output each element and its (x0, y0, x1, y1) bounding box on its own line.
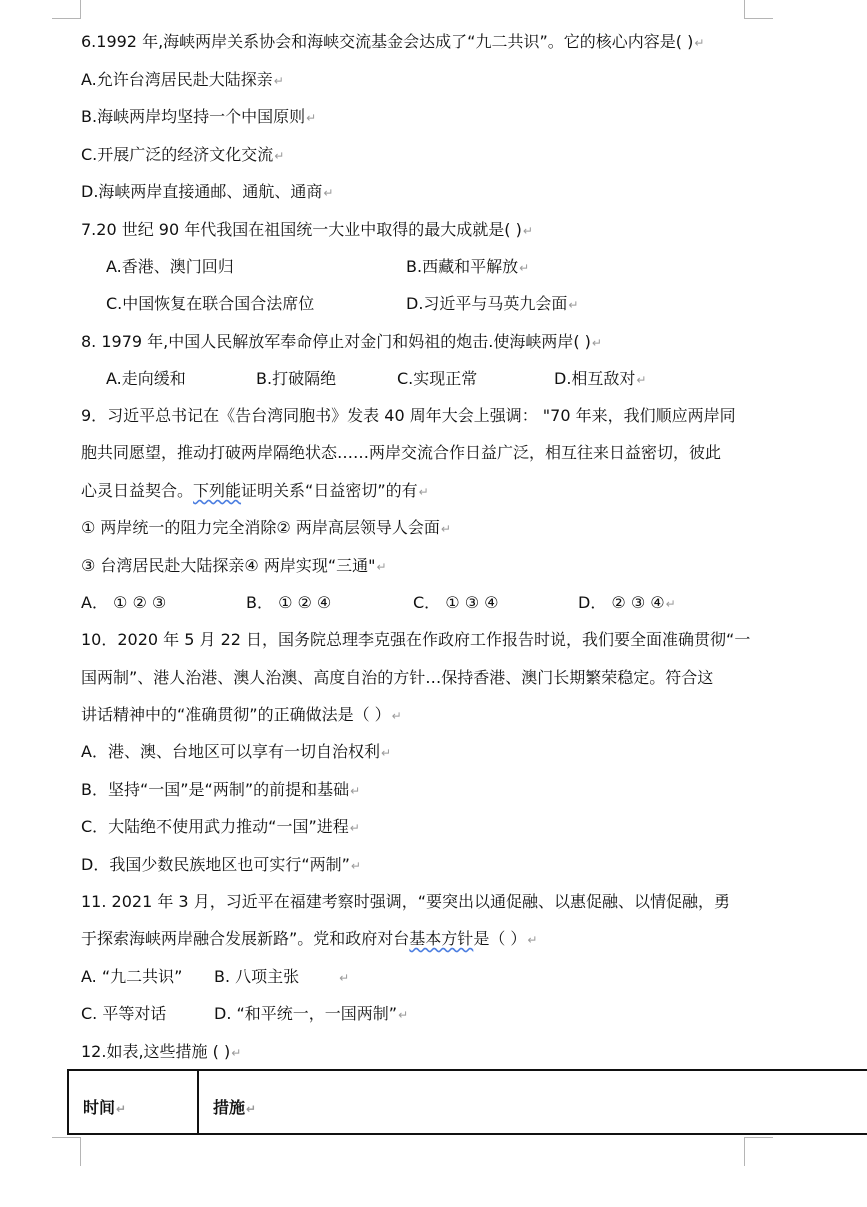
question-10-stem-line-3: 讲话精神中的“准确贯彻”的正确做法是（ ）↵ (81, 705, 402, 724)
question-9-option-a: A． ① ② ③ (81, 593, 167, 612)
question-11-stem-line-1: 11. 2021 年 3 月，习近平在福建考察时强调，“要突出以通促融、以惠促融、以情促融，勇 (81, 892, 730, 911)
question-11-option-a: A. “九二共识” (81, 967, 183, 986)
question-10-stem-line-2: 国两制”、港人治港、澳人治澳、高度自治的方针…保持香港、澳门长期繁荣稳定。符合这 (81, 668, 714, 687)
question-11-stem-line-2: 于探索海峡两岸融合发展新路”。党和政府对台基本方针是（ ）↵ (81, 929, 538, 948)
question-11-option-c: C. 平等对话 (81, 1004, 167, 1023)
question-6-option-b: B.海峡两岸均坚持一个中国原则↵ (81, 107, 317, 126)
question-6-option-c: C.开展广泛的经济文化交流↵ (81, 145, 285, 164)
table-header-measures: 措施↵ (213, 1098, 257, 1117)
question-8-option-a: A.走向缓和 (106, 369, 186, 388)
question-11-option-b: B. 八项主张 ↵ (214, 967, 350, 986)
question-9-option-d: D． ② ③ ④↵ (578, 593, 676, 612)
question-8-stem: 8. 1979 年,中国人民解放军奉命停止对金门和妈祖的炮击.使海峡两岸( )↵ (81, 332, 602, 351)
question-10-stem-line-1: 10．2020 年 5 月 22 日，国务院总理李克强在作政府工作报告时说，我们要全面准确贯彻“一 (81, 630, 751, 649)
question-7-option-d: D.习近平与马英九会面↵ (406, 294, 579, 313)
question-12-stem: 12.如表,这些措施 ( )↵ (81, 1042, 242, 1061)
page-corner-mark-bottom-left (52, 1137, 81, 1166)
page-corner-mark-top-right (744, 0, 773, 19)
question-6-option-d: D.海峡两岸直接通邮、通航、通商↵ (81, 182, 334, 201)
measures-table (67, 1069, 867, 1135)
question-9-stem-line-1: 9．习近平总书记在《告台湾同胞书》发表 40 周年大会上强调： "70 年来，我们顺应两岸同 (81, 406, 736, 425)
question-9-stem-line-3: 心灵日益契合。下列能证明关系“日益密切”的有↵ (81, 481, 429, 500)
question-11-option-d: D. “和平统一，一国两制”↵ (214, 1004, 409, 1023)
page-corner-mark-bottom-right (744, 1137, 773, 1166)
question-7-stem: 7.20 世纪 90 年代我国在祖国统一大业中取得的最大成就是( )↵ (81, 220, 533, 239)
question-10-option-b: B．坚持“一国”是“两制”的前提和基础↵ (81, 780, 361, 799)
question-6-option-a: A.允许台湾居民赴大陆探亲↵ (81, 70, 284, 89)
question-9-statements-3-4: ③ 台湾居民赴大陆探亲④ 两岸实现“三通"↵ (81, 556, 387, 575)
grammar-squiggle: 下列能 (193, 481, 242, 500)
page-corner-mark-top-left (52, 0, 81, 19)
question-7-option-a: A.香港、澳门回归 (106, 257, 234, 276)
question-8-option-c: C.实现正常 (397, 369, 478, 388)
grammar-squiggle: 基本方针 (409, 929, 474, 948)
question-7-option-b: B.西藏和平解放↵ (406, 257, 530, 276)
question-10-option-c: C．大陆绝不使用武力推动“一国”进程↵ (81, 817, 360, 836)
table-header-time: 时间↵ (83, 1098, 127, 1117)
table-column-divider (197, 1071, 199, 1133)
question-10-option-d: D．我国少数民族地区也可实行“两制”↵ (81, 855, 361, 874)
question-9-option-c: C． ① ③ ④ (413, 593, 499, 612)
question-7-option-c: C.中国恢复在联合国合法席位 (106, 294, 315, 313)
question-6-stem: 6.1992 年,海峡两岸关系协会和海峡交流基金会达成了“九二共识”。它的核心内容是( )↵ (81, 32, 705, 51)
question-8-option-b: B.打破隔绝 (256, 369, 337, 388)
question-9-statements-1-2: ① 两岸统一的阻力完全消除② 两岸高层领导人会面↵ (81, 518, 451, 537)
question-10-option-a: A．港、澳、台地区可以享有一切自治权利↵ (81, 742, 392, 761)
question-9-option-b: B． ① ② ④ (246, 593, 332, 612)
question-8-option-d: D.相互敌对↵ (554, 369, 647, 388)
question-9-stem-line-2: 胞共同愿望，推动打破两岸隔绝状态……两岸交流合作日益广泛，相互往来日益密切，彼此 (81, 443, 722, 462)
